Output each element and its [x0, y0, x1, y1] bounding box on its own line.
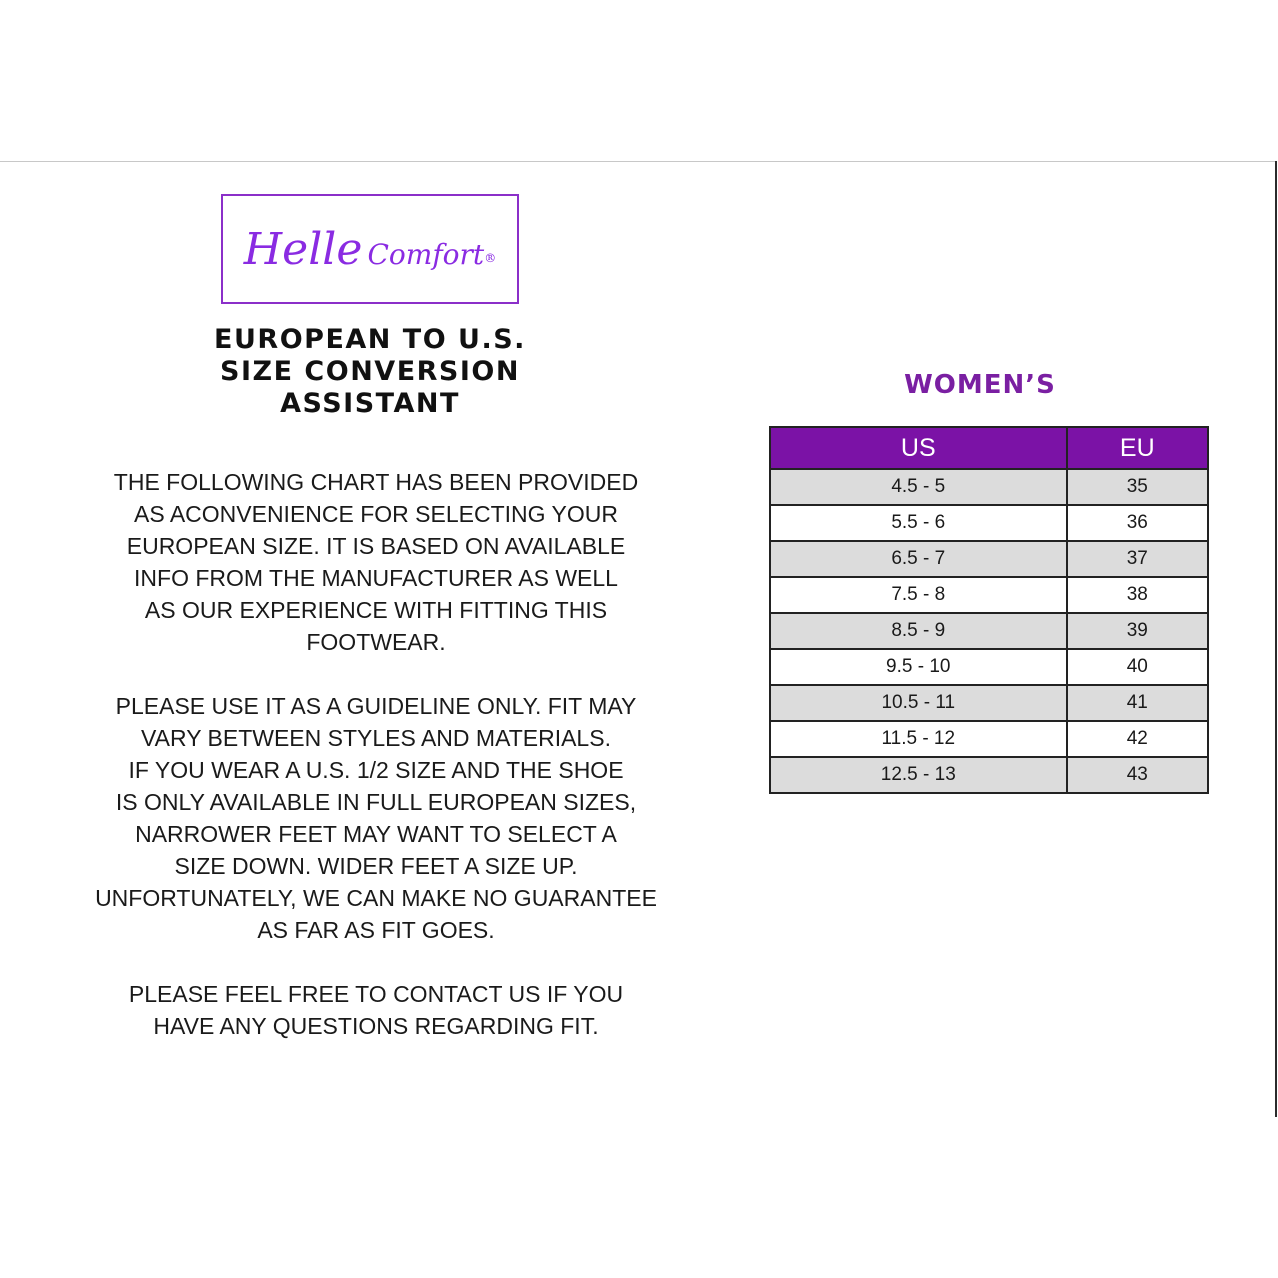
us-size-cell: 6.5 - 7 — [770, 541, 1067, 577]
paragraph-line: NARROWER FEET MAY WANT TO SELECT A — [135, 821, 617, 847]
size-conversion-table — [769, 426, 1209, 794]
eu-size-cell: 38 — [1067, 577, 1208, 613]
title-line: EUROPEAN TO U.S. — [214, 324, 526, 355]
intro-paragraph — [40, 466, 712, 658]
us-size-cell: 4.5 - 5 — [770, 469, 1067, 505]
table-row — [770, 577, 1208, 613]
table-heading-womens: WOMEN’S — [904, 370, 1056, 400]
table-row — [770, 505, 1208, 541]
us-size-cell: 9.5 - 10 — [770, 649, 1067, 685]
paragraph-line: HAVE ANY QUESTIONS REGARDING FIT. — [153, 1013, 599, 1039]
paragraph-line: PLEASE USE IT AS A GUIDELINE ONLY. FIT MAY — [115, 693, 637, 719]
paragraph-line: AS ACONVENIENCE FOR SELECTING YOUR — [134, 501, 618, 527]
us-size-cell: 11.5 - 12 — [770, 721, 1067, 757]
column-header-us: US — [770, 427, 1067, 469]
paragraph-line: PLEASE FEEL FREE TO CONTACT US IF YOU — [128, 981, 624, 1007]
page-title — [70, 324, 670, 420]
brand-logo — [221, 194, 519, 304]
paragraph-line: IS ONLY AVAILABLE IN FULL EUROPEAN SIZES, — [115, 789, 637, 815]
paragraph-line: FOOTWEAR. — [306, 629, 446, 655]
paragraph-line: SIZE DOWN. WIDER FEET A SIZE UP. — [174, 853, 578, 879]
table-row — [770, 685, 1208, 721]
paragraph-line: THE FOLLOWING CHART HAS BEEN PROVIDED — [113, 469, 639, 495]
eu-size-cell: 39 — [1067, 613, 1208, 649]
table-row — [770, 721, 1208, 757]
logo-wordmark — [244, 224, 496, 275]
eu-size-cell: 41 — [1067, 685, 1208, 721]
eu-size-cell: 42 — [1067, 721, 1208, 757]
eu-size-cell: 36 — [1067, 505, 1208, 541]
us-size-cell: 12.5 - 13 — [770, 757, 1067, 793]
eu-size-cell: 35 — [1067, 469, 1208, 505]
eu-size-cell: 37 — [1067, 541, 1208, 577]
paragraph-line: INFO FROM THE MANUFACTURER AS WELL — [134, 565, 618, 591]
us-size-cell: 5.5 - 6 — [770, 505, 1067, 541]
table-row — [770, 469, 1208, 505]
contact-paragraph — [40, 978, 712, 1042]
logo-registered-mark: ® — [484, 250, 497, 265]
us-size-cell: 8.5 - 9 — [770, 613, 1067, 649]
paragraph-line: VARY BETWEEN STYLES AND MATERIALS. — [141, 725, 611, 751]
title-line: SIZE CONVERSION — [220, 356, 520, 387]
logo-word-comfort: Comfort — [367, 237, 485, 271]
guideline-paragraph — [40, 690, 712, 946]
eu-size-cell: 40 — [1067, 649, 1208, 685]
table-row — [770, 757, 1208, 793]
right-divider — [1275, 161, 1277, 1117]
eu-size-cell: 43 — [1067, 757, 1208, 793]
us-size-cell: 7.5 - 8 — [770, 577, 1067, 613]
paragraph-line: IF YOU WEAR A U.S. 1/2 SIZE AND THE SHOE — [128, 757, 624, 783]
table-header-row — [770, 427, 1208, 469]
top-divider — [0, 161, 1276, 162]
paragraph-line: EUROPEAN SIZE. IT IS BASED ON AVAILABLE — [126, 533, 626, 559]
table-row — [770, 541, 1208, 577]
logo-word-helle: Helle — [243, 223, 363, 275]
us-size-cell: 10.5 - 11 — [770, 685, 1067, 721]
paragraph-line: AS OUR EXPERIENCE WITH FITTING THIS — [144, 597, 608, 623]
paragraph-line: AS FAR AS FIT GOES. — [257, 917, 495, 943]
table-row — [770, 649, 1208, 685]
title-line: ASSISTANT — [280, 388, 460, 419]
table-row — [770, 613, 1208, 649]
paragraph-line: UNFORTUNATELY, WE CAN MAKE NO GUARANTEE — [95, 885, 657, 911]
column-header-eu: EU — [1067, 427, 1208, 469]
